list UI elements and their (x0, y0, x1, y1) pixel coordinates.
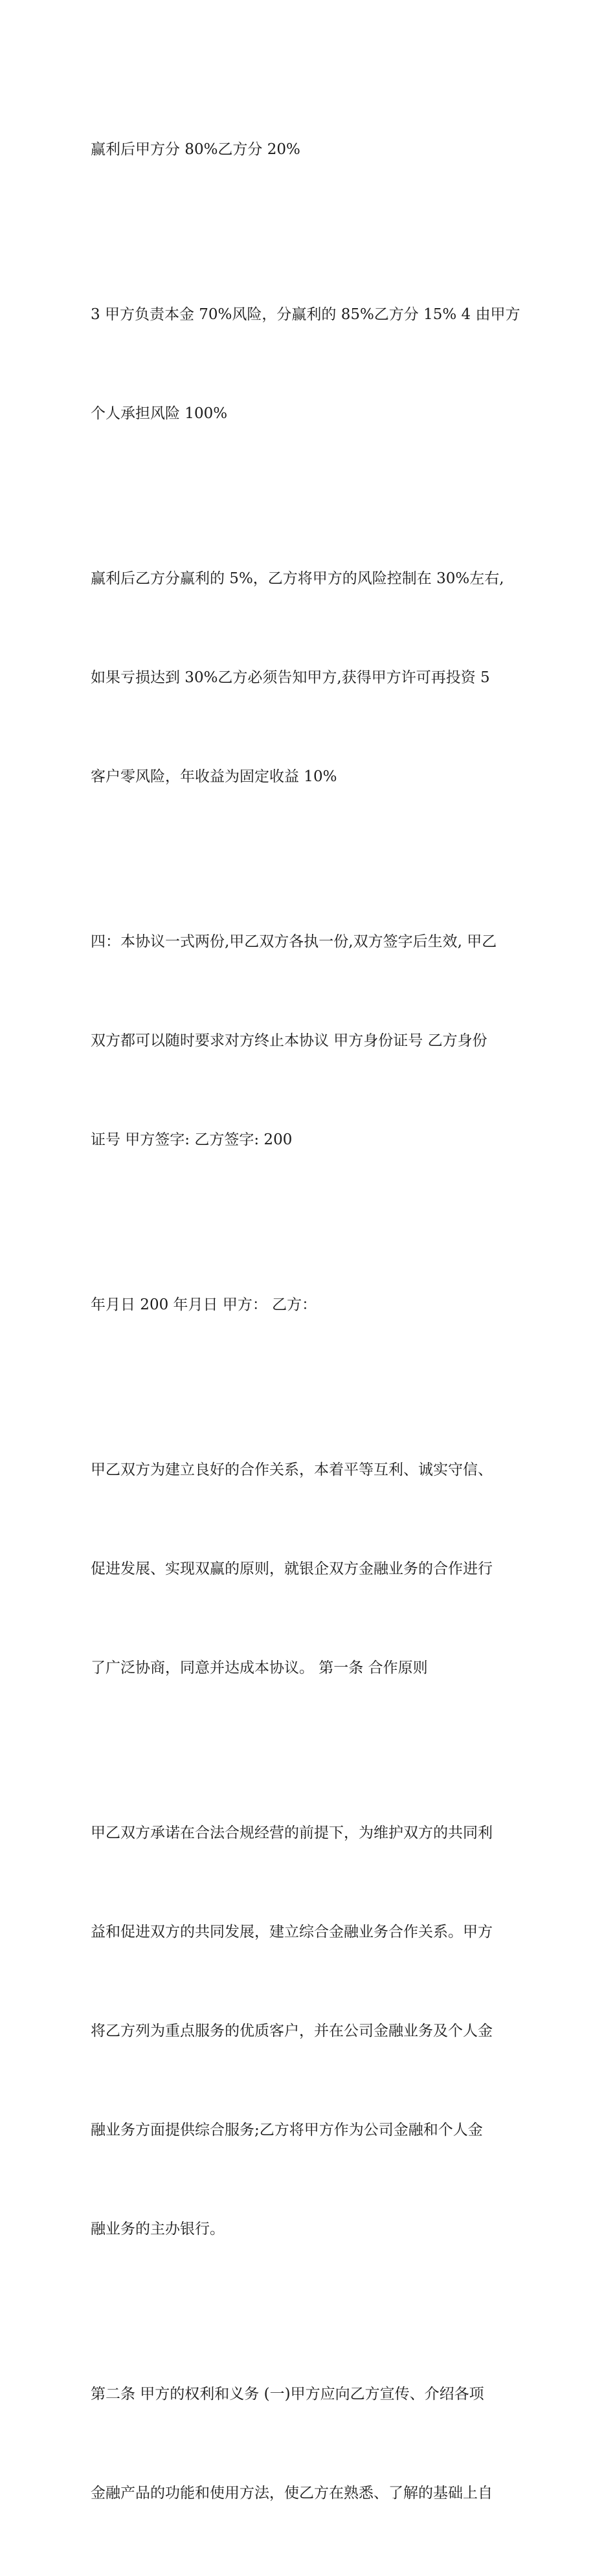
text-line: 甲乙双方承诺在合法合规经营的前提下，为维护双方的共同利 (91, 1825, 493, 1841)
paragraph-profit-split-80-20 (91, 67, 526, 232)
text-line: 个人承担风险 100% (91, 405, 228, 422)
text-line: 益和促进双方的共同发展，建立综合金融业务合作关系。甲方 (91, 1924, 493, 1940)
text-line: 双方都可以随时要求对方终止本协议 甲方身份证号 乙方身份 (91, 1032, 487, 1049)
text-line: 如果亏损达到 30%乙方必须告知甲方,获得甲方许可再投资 5 (91, 669, 490, 686)
text-line: 赢利后乙方分赢利的 5%，乙方将甲方的风险控制在 30%左右, (91, 570, 504, 587)
text-line: 了广泛协商，同意并达成本协议。 第一条 合作原则 (91, 1660, 428, 1676)
text-line: 证号 甲方签字: 乙方签字: 200 (91, 1131, 293, 1148)
paragraph-risk-control (91, 496, 526, 860)
text-line: 融业务的主办银行。 (91, 2221, 225, 2237)
text-line: 将乙方列为重点服务的优质客户，并在公司金融业务及个人金 (91, 2023, 493, 2039)
text-line: 客户零风险，年收益为固定收益 10% (91, 768, 337, 785)
paragraph-preamble (91, 1388, 526, 1751)
paragraph-clause-four (91, 860, 526, 1223)
document-body (91, 67, 526, 2576)
text-line: 甲乙双方为建立良好的合作关系，本着平等互利、诚实守信、 (91, 1461, 493, 1478)
text-line: 融业务方面提供综合服务;乙方将甲方作为公司金融和个人金 (91, 2122, 483, 2138)
text-line: 3 甲方负责本金 70%风险，分赢利的 85%乙方分 15% 4 由甲方 (91, 306, 520, 323)
paragraph-cooperation-principle (91, 1751, 526, 2312)
text-line: 年月日 200 年月日 甲方： 乙方： (91, 1296, 317, 1313)
text-line: 赢利后甲方分 80%乙方分 20% (91, 141, 300, 158)
paragraph-option-3-and-4 (91, 232, 526, 496)
text-line: 第二条 甲方的权利和义务 (一)甲方应向乙方宣传、介绍各项 (91, 2386, 484, 2403)
text-line: 促进发展、实现双赢的原则，就银企双方金融业务的合作进行 (91, 1560, 493, 1577)
paragraph-article-two (91, 2312, 526, 2576)
paragraph-signature-date (91, 1223, 526, 1388)
text-line: 四：本协议一式两份,甲乙双方各执一份,双方签字后生效, 甲乙 (91, 933, 497, 950)
text-line: 金融产品的功能和使用方法，使乙方在熟悉、了解的基础上自 (91, 2485, 493, 2502)
